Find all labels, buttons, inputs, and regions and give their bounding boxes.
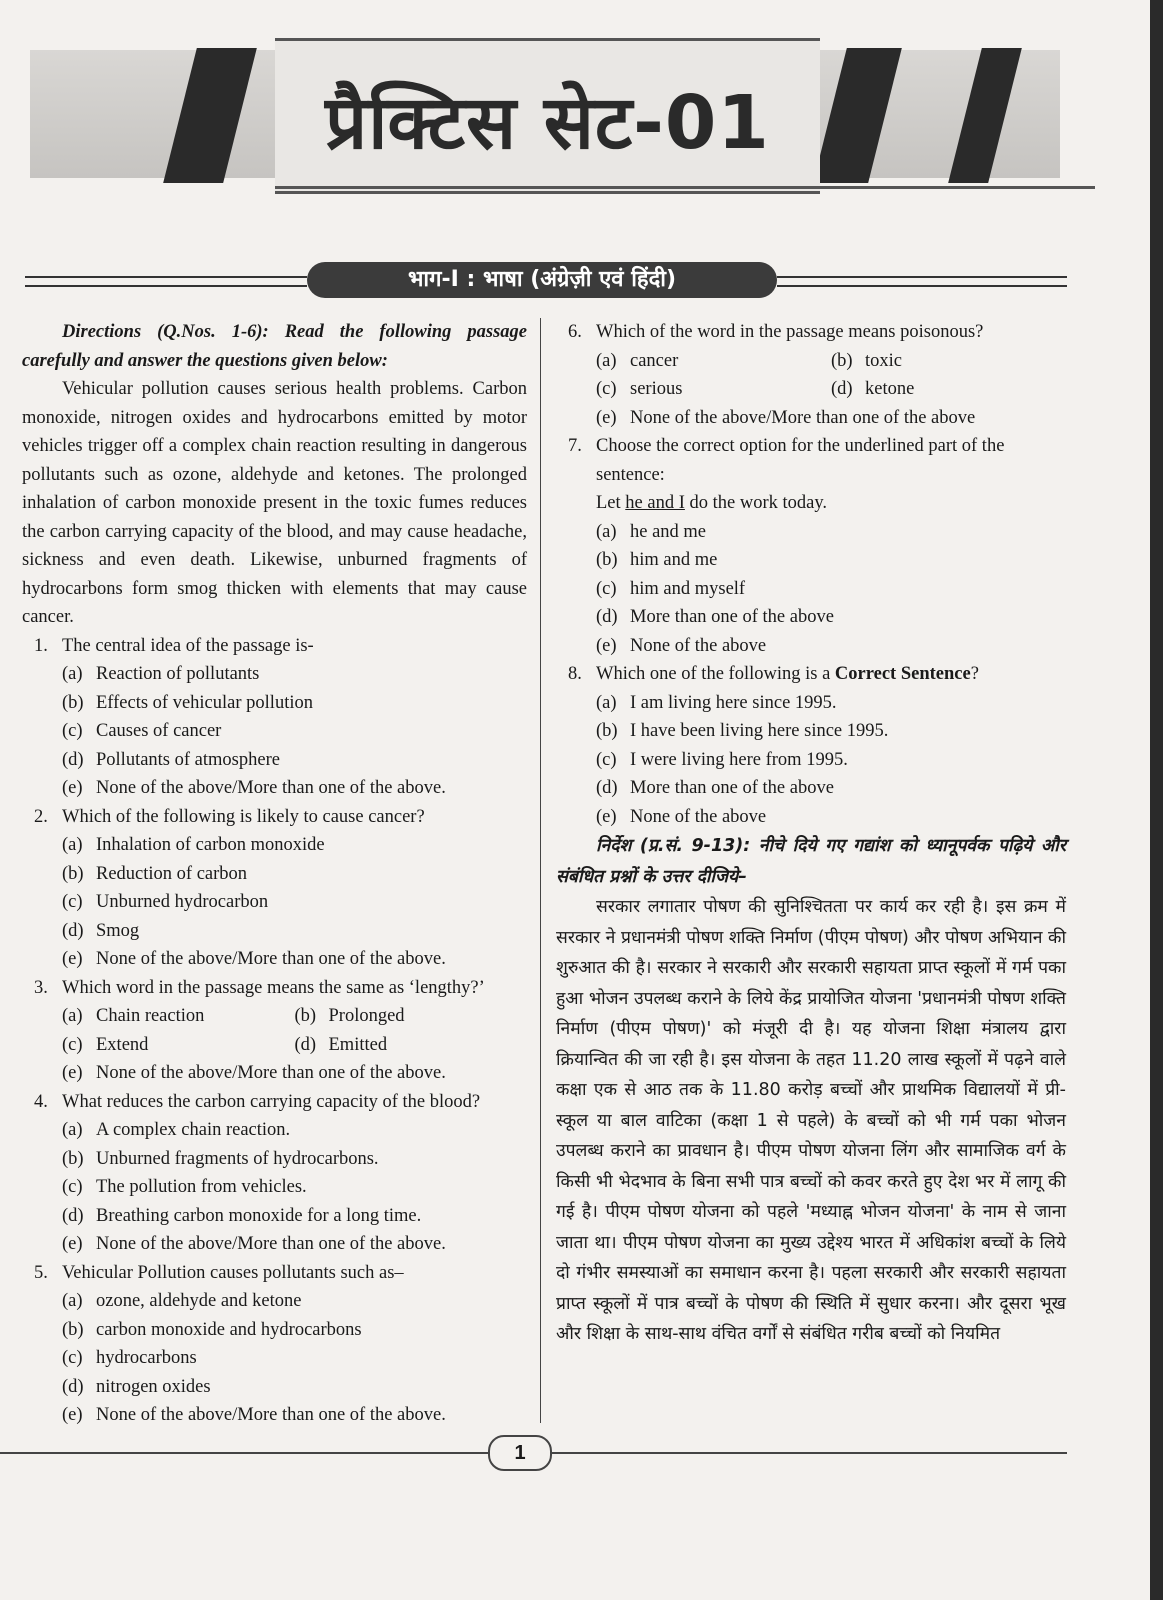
option	[596, 375, 831, 404]
question-sentence	[596, 489, 1066, 518]
option-text: Smog	[96, 920, 140, 941]
question-number: 1.	[34, 635, 48, 656]
option-text: None of the above/More than one of the above.	[96, 1405, 446, 1425]
option-label: (e)	[596, 635, 617, 656]
option-text: More than one of the above	[630, 778, 834, 798]
hindi-directions: निर्देश (प्र.सं. 9-13): नीचे दिये गए गद्यांश को ध्यानूपर्वक पढ़िये और संबंधित प्रश्नों के उत्तर दीजिये–	[556, 836, 1066, 887]
question-text: What reduces the carbon carrying capacity of the blood?	[62, 1091, 481, 1112]
option	[62, 1173, 527, 1202]
option-label: (c)	[62, 721, 83, 741]
option	[62, 1059, 527, 1088]
question-number: 2.	[34, 806, 48, 827]
option-text: Inhalation of carbon monoxide	[96, 835, 325, 855]
question-number: 7.	[568, 436, 582, 456]
option-row	[62, 1031, 527, 1060]
option-label: (b)	[62, 1319, 84, 1340]
option-label: (b)	[62, 1148, 84, 1169]
option-text: Effects of vehicular pollution	[96, 692, 313, 713]
title-banner	[30, 38, 1070, 188]
question-text: Which one of the following is a	[596, 664, 835, 684]
option-text: Prolonged	[328, 1006, 405, 1026]
banner-underline	[275, 186, 1095, 189]
option-label: (d)	[294, 1034, 317, 1055]
option-label: (a)	[596, 521, 617, 542]
option-label: (d)	[62, 920, 84, 941]
option-text: Extend	[96, 1034, 149, 1055]
option-text: I were living here from 1995.	[630, 749, 848, 770]
option-text: Reaction of pollutants	[96, 664, 260, 684]
option-text: carbon monoxide and hydrocarbons	[96, 1319, 362, 1340]
option-label: (a)	[62, 1120, 83, 1140]
option-label: (a)	[62, 1291, 83, 1311]
option-text: None of the above/More than one of the above	[630, 407, 976, 428]
question-number: 6.	[568, 322, 582, 342]
option	[596, 746, 1066, 775]
option-label: (a)	[596, 692, 617, 713]
question-5	[34, 1259, 527, 1288]
option-text: he and me	[630, 521, 707, 542]
option-label: (c)	[596, 379, 617, 399]
option-text: More than one of the above	[630, 607, 834, 627]
option	[62, 1316, 527, 1345]
option-text: Causes of cancer	[96, 721, 222, 741]
option-label: (e)	[596, 407, 617, 428]
question-8	[568, 660, 1066, 689]
option-label: (c)	[62, 1034, 83, 1055]
option	[62, 1230, 527, 1259]
option-text: toxic	[865, 350, 902, 371]
question-text: Choose the correct option for the underlined part of the sentence:	[596, 436, 1005, 485]
option	[596, 575, 1066, 604]
option	[295, 1031, 528, 1060]
page-edge-shadow	[1150, 0, 1163, 1600]
footer-rule-right	[552, 1452, 1067, 1454]
section-rule-left	[25, 276, 307, 287]
underlined-part: he and I	[625, 493, 685, 513]
option-label: (a)	[62, 664, 83, 684]
option-text: Chain reaction	[96, 1006, 205, 1026]
option-text: I am living here since 1995.	[630, 692, 837, 713]
option-label: (a)	[62, 1006, 83, 1026]
option-text: Reduction of carbon	[96, 863, 248, 884]
page-number: 1	[488, 1435, 552, 1471]
option-text: him and me	[630, 550, 718, 570]
question-text: Vehicular Pollution causes pollutants such as–	[62, 1262, 404, 1283]
option	[62, 1373, 527, 1402]
option	[62, 1202, 527, 1231]
question-1	[34, 632, 527, 661]
option-label: (e)	[62, 778, 83, 798]
option-text: None of the above	[630, 806, 767, 827]
option	[596, 803, 1066, 832]
column-divider	[540, 318, 541, 1423]
sentence-part: Let	[596, 493, 626, 513]
option	[62, 774, 527, 803]
option-label: (e)	[62, 1405, 83, 1425]
option-text: serious	[630, 379, 683, 399]
option	[831, 347, 1066, 376]
option-label: (d)	[62, 1205, 84, 1226]
option-label: (e)	[596, 806, 617, 827]
option-text: him and myself	[630, 578, 746, 599]
option-label: (d)	[831, 379, 853, 399]
option-label: (b)	[831, 350, 853, 371]
option	[62, 1031, 295, 1060]
option	[596, 717, 1066, 746]
question-text: ?	[970, 664, 979, 684]
option	[596, 347, 831, 376]
option	[62, 1401, 527, 1430]
option-label: (a)	[62, 835, 83, 855]
option	[596, 774, 1066, 803]
option-text: None of the above/More than one of the above.	[96, 1234, 446, 1254]
option	[596, 546, 1066, 575]
option-label: (c)	[596, 578, 617, 599]
question-number: 5.	[34, 1262, 48, 1283]
left-column	[22, 318, 527, 1430]
option	[62, 945, 527, 974]
question-number: 4.	[34, 1091, 48, 1112]
option	[62, 717, 527, 746]
option-text: Pollutants of atmosphere	[96, 749, 280, 770]
option	[62, 1116, 527, 1145]
option	[62, 1002, 295, 1031]
option	[831, 375, 1066, 404]
option-label: (b)	[62, 863, 84, 884]
option-text: Unburned fragments of hydrocarbons.	[96, 1148, 379, 1169]
option	[62, 917, 527, 946]
option-label: (e)	[62, 949, 83, 969]
option-row	[596, 347, 1066, 376]
option-text: I have been living here since 1995.	[630, 721, 889, 741]
option-label: (d)	[62, 1376, 84, 1397]
option-label: (a)	[596, 350, 617, 371]
question-2	[34, 803, 527, 832]
question-text: Which of the word in the passage means poisonous?	[596, 322, 984, 342]
question-text: Which word in the passage means the same as ‘lengthy?’	[62, 977, 485, 998]
question-3	[34, 974, 527, 1003]
option-label: (c)	[62, 1177, 83, 1197]
option-text: None of the above/More than one of the above.	[96, 778, 446, 798]
option	[62, 1145, 527, 1174]
question-6	[568, 318, 1066, 347]
question-4	[34, 1088, 527, 1117]
option	[596, 689, 1066, 718]
option-text: A complex chain reaction.	[96, 1120, 291, 1140]
passage: Vehicular pollution causes serious health problems. Carbon monoxide, nitrogen oxides and hydrocarbons emitted by motor vehicles trigger off a complex chain reaction resulting in dangerous pollutants such as ozone, aldehyde and ketones. The prolonged inhalation of carbon monoxide present in the toxic fumes reduces the carbon carrying capacity of the blood, and may cause headache, sickness and even death. Likewise, unburned fragments of hydrocarbons form smog thicken with elements that may cause cancer.	[22, 379, 527, 627]
hindi-passage: सरकार लगातार पोषण की सुनिश्चितता पर कार्य कर रही है। इस क्रम में सरकार ने प्रधानमंत्री पोषण शक्ति निर्माण (पीएम पोषण) और पोषण अभियान की शुरुआत की है। सरकार ने सरकारी और सरकारी सहायता प्राप्त स्कूलों में गर्म पका हुआ भोजन उपलब्ध कराने के लिये केंद्र प्रायोजित योजना 'प्रधानमंत्री पोषण शक्ति निर्माण (पीएम पोषण)' को मंजूरी दी है। यह योजना शिक्षा मंत्रालय द्वारा क्रियान्वित की जा रही है। इस योजना के तहत 11.20 लाख स्कूलों में पढ़ने वाले कक्षा एक से आठ तक के 11.80 करोड़ बच्चों और प्राथमिक विद्यालयों में प्री-स्कूल या बाल वाटिका (कक्षा 1 से पहले) के बच्चों को भी गर्म पका भोजन उपलब्ध कराने का प्रावधान है। पीएम पोषण योजना लिंग और सामाजिक वर्ग के किसी भी भेदभाव के बिना सभी पात्र बच्चों को कवर करते हुए देश भर में लागू की गई है। पीएम पोषण योजना को पहले 'मध्याह्न भोजन योजना' के नाम से जाना जाता था। पीएम पोषण योजना का मुख्य उद्देश्य भारत में अधिकांश बच्चों के लिये दो गंभीर समस्याओं का समाधान करना है। पहला सरकारी और सरकारी सहायता प्राप्त स्कूलों में पात्र बच्चों के पोषण की स्थिति में सुधार करना। और दूसरा भूख और शिक्षा के साथ-साथ वंचित वर्गों से संबंधित गरीब बच्चों को नियमित	[556, 897, 1066, 1344]
option-text: ketone	[865, 379, 915, 399]
option-text: None of the above/More than one of the above.	[96, 949, 446, 969]
directions: Directions (Q.Nos. 1-6): Read the following passage carefully and answer the questions given below:	[22, 322, 527, 371]
option-text: Breathing carbon monoxide for a long time.	[96, 1205, 422, 1226]
option-label: (b)	[294, 1006, 317, 1026]
option	[62, 689, 527, 718]
option	[295, 1002, 528, 1031]
title-box	[275, 38, 820, 194]
option-label: (c)	[62, 892, 83, 912]
page-title: प्रैक्टिस सेट-01	[325, 80, 770, 166]
option	[62, 860, 527, 889]
right-column	[556, 318, 1066, 1350]
section-rule-right	[777, 276, 1067, 287]
option	[62, 831, 527, 860]
option-text: ozone, aldehyde and ketone	[96, 1291, 302, 1311]
option-row	[596, 375, 1066, 404]
question-bold-text: Correct Sentence	[834, 664, 971, 684]
question-text: Which of the following is likely to cause cancer?	[62, 806, 425, 827]
option	[62, 888, 527, 917]
option	[62, 660, 527, 689]
option-text: None of the above	[630, 635, 767, 656]
option	[596, 603, 1066, 632]
option-label: (d)	[62, 749, 84, 770]
option-text: Emitted	[328, 1034, 388, 1055]
option	[596, 404, 1066, 433]
sentence-part: do the work today.	[684, 493, 828, 513]
footer-rule-left	[0, 1452, 488, 1454]
option	[62, 1344, 527, 1373]
option-text: hydrocarbons	[96, 1348, 197, 1368]
question-number: 3.	[34, 977, 48, 998]
option	[596, 518, 1066, 547]
option	[62, 1287, 527, 1316]
option-text: cancer	[630, 350, 679, 371]
option-text: nitrogen oxides	[96, 1376, 211, 1397]
option-row	[62, 1002, 527, 1031]
option-text: The pollution from vehicles.	[96, 1177, 307, 1197]
option-label: (b)	[596, 550, 618, 570]
option-text: Unburned hydrocarbon	[96, 892, 269, 912]
option	[62, 746, 527, 775]
option-label: (b)	[596, 721, 618, 741]
option-label: (d)	[596, 778, 618, 798]
option-label: (e)	[62, 1234, 83, 1254]
question-7	[568, 432, 1066, 489]
option	[596, 632, 1066, 661]
option-text: None of the above/More than one of the above.	[96, 1063, 446, 1083]
option-label: (c)	[596, 749, 617, 770]
option-label: (b)	[62, 692, 84, 713]
option-label: (e)	[62, 1063, 83, 1083]
option-label: (d)	[596, 607, 618, 627]
option-label: (c)	[62, 1348, 83, 1368]
question-text: The central idea of the passage is-	[62, 635, 314, 656]
section-heading: भाग-I : भाषा (अंग्रेज़ी एवं हिंदी)	[307, 262, 777, 298]
question-number: 8.	[568, 664, 582, 684]
